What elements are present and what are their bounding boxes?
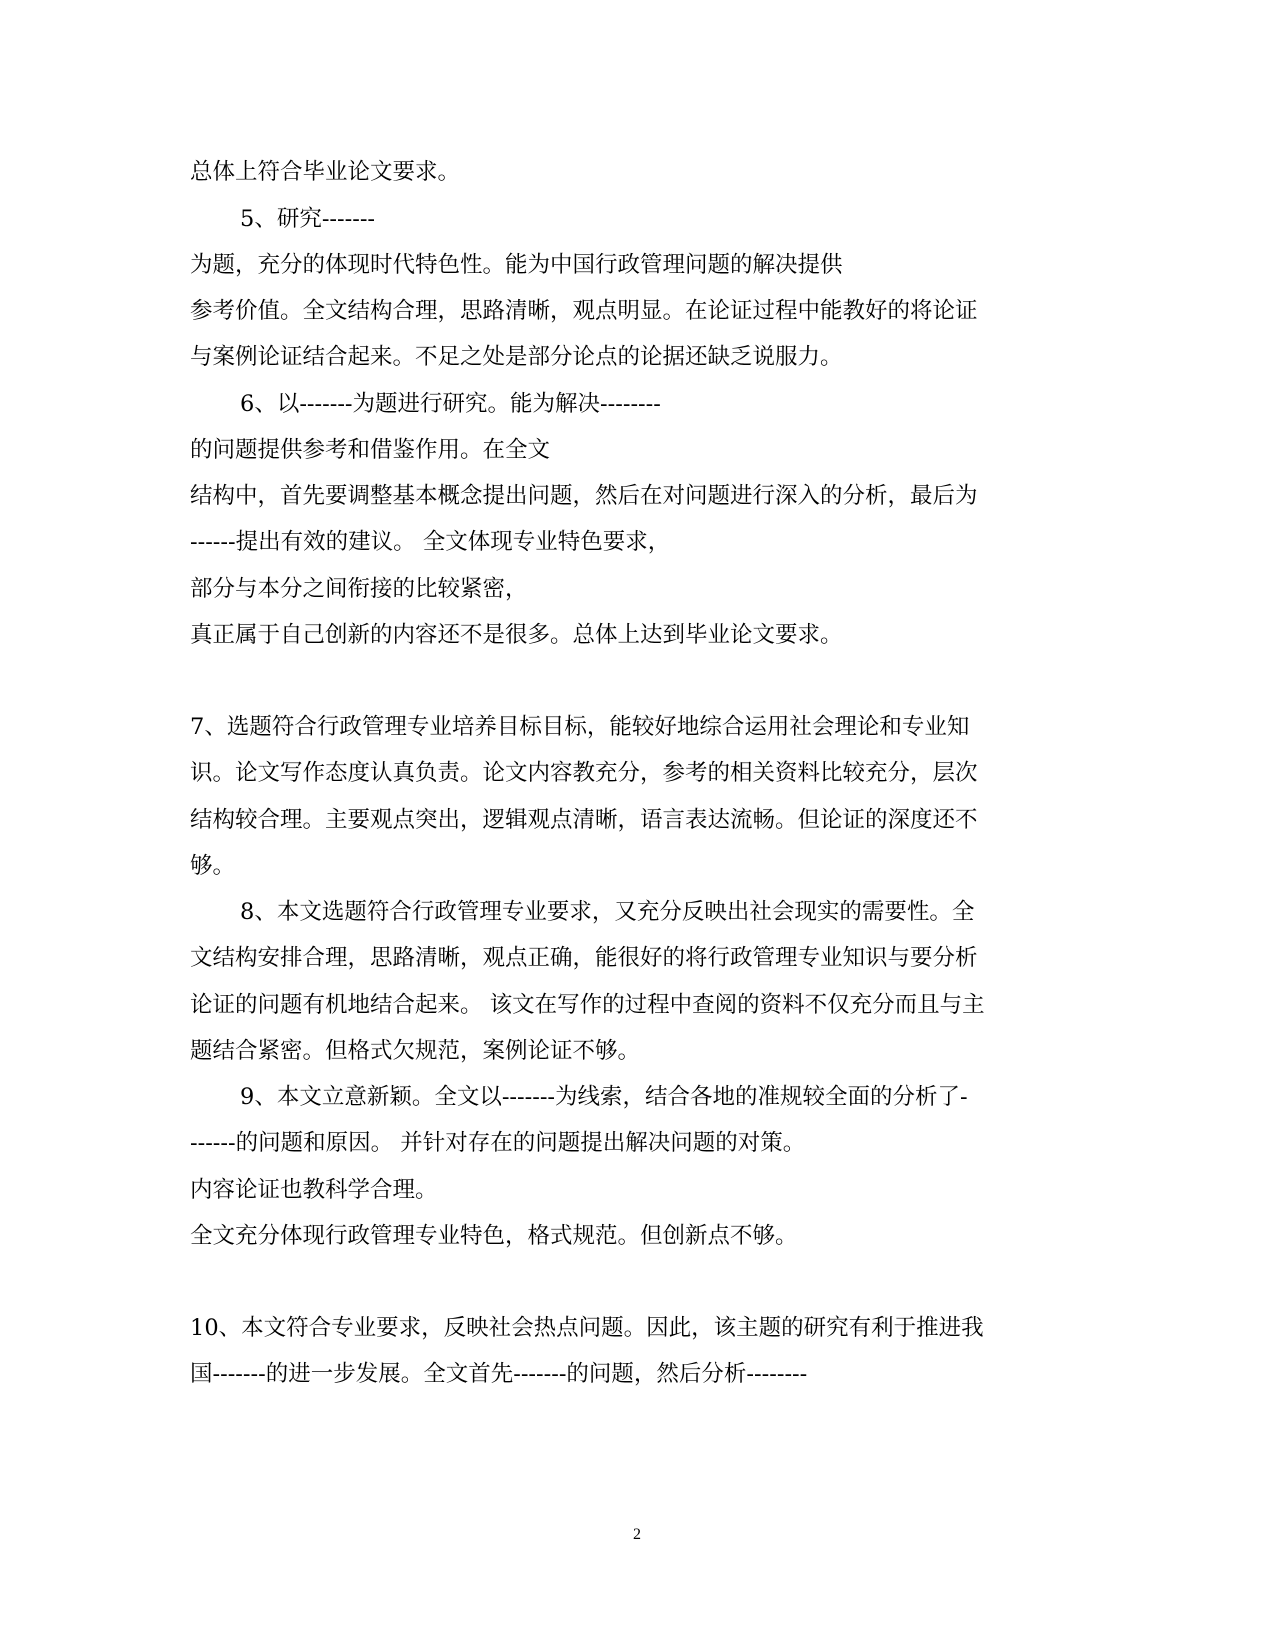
text-line: 结构较合理。主要观点突出，逻辑观点清晰，语言表达流畅。但论证的深度还不 <box>190 807 978 833</box>
text-line: 内容论证也教科学合理。 <box>190 1177 438 1203</box>
text-line: 文结构安排合理，思路清晰，观点正确，能很好的将行政管理专业知识与要分析 <box>190 945 978 971</box>
text-line: 的问题提供参考和借鉴作用。在全文 <box>190 437 551 463</box>
text-line: 9、本文立意新颖。全文以-------为线索，结合各地的准规较全面的分析了- <box>240 1084 968 1110</box>
text-line: 够。 <box>190 853 236 879</box>
text-line: 7、选题符合行政管理专业培养目标目标，能较好地综合运用社会理论和专业知 <box>190 714 970 740</box>
text-line: 论证的问题有机地结合起来。 该文在写作的过程中查阅的资料不仅充分而且与主 <box>190 992 985 1018</box>
text-line: 5、研究------- <box>240 206 376 232</box>
text-line: 真正属于自己创新的内容还不是很多。总体上达到毕业论文要求。 <box>190 622 843 648</box>
text-line: 结构中，首先要调整基本概念提出问题，然后在对问题进行深入的分析，最后为 <box>190 483 978 509</box>
text-line: 为题，充分的体现时代特色性。能为中国行政管理问题的解决提供 <box>190 252 843 278</box>
text-line: 6、以-------为题进行研究。能为解决-------- <box>240 391 661 417</box>
text-line: 部分与本分之间衔接的比较紧密， <box>190 576 528 602</box>
text-line: 全文充分体现行政管理专业特色，格式规范。但创新点不够。 <box>190 1223 798 1249</box>
text-line: 题结合紧密。但格式欠规范，案例论证不够。 <box>190 1038 641 1064</box>
text-line: 与案例论证结合起来。不足之处是部分论点的论据还缺乏说服力。 <box>190 344 843 370</box>
text-line: 总体上符合毕业论文要求。 <box>190 159 461 185</box>
page-number: 2 <box>633 1526 641 1543</box>
text-line: ------的问题和原因。 并针对存在的问题提出解决问题的对策。 <box>190 1130 806 1156</box>
text-line: ------提出有效的建议。 全文体现专业特色要求， <box>190 529 671 555</box>
text-line: 国-------的进一步发展。全文首先-------的问题，然后分析-------- <box>190 1361 808 1387</box>
text-line: 10、本文符合专业要求，反映社会热点问题。因此，该主题的研究有利于推进我 <box>190 1315 984 1341</box>
text-line: 识。论文写作态度认真负责。论文内容教充分，参考的相关资料比较充分，层次 <box>190 760 978 786</box>
text-line: 参考价值。全文结构合理，思路清晰，观点明显。在论证过程中能教好的将论证 <box>190 298 978 324</box>
text-line: 8、本文选题符合行政管理专业要求，又充分反映出社会现实的需要性。全 <box>240 899 975 925</box>
